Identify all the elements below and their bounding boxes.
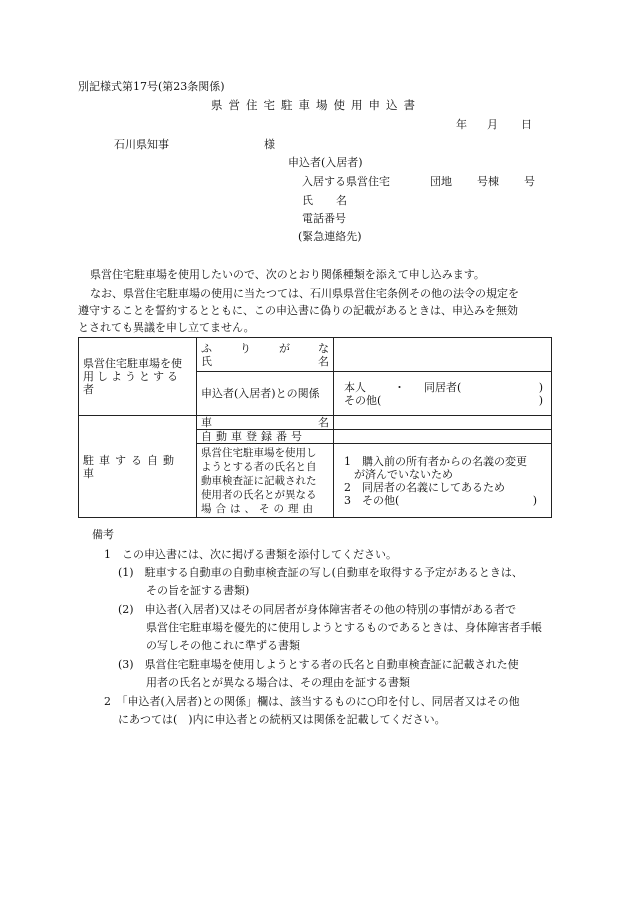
furigana-char: り bbox=[240, 341, 251, 355]
intro-paragraph-1: 県営住宅駐車場を使用したいので、次のとおり関係種類を添えて申し込みます。 bbox=[90, 268, 485, 281]
reason-label-line: 県営住宅駐車場を使用し bbox=[201, 446, 317, 459]
note-1-2-line-2: 県営住宅駐車場を優先的に使用しようとするものであるときは、身体障害者手帳 bbox=[146, 621, 542, 634]
furigana-name-label-cell bbox=[197, 338, 334, 372]
user-name-field[interactable] bbox=[334, 338, 552, 372]
reason-label-cell bbox=[197, 444, 334, 518]
reason-label-line: 場合は、その理由 bbox=[201, 502, 317, 515]
note-1-2-line-1: (2) 申込者(入居者)又はその同居者が身体障害者その他の特別の事情がある者で bbox=[118, 603, 517, 616]
reason-option-3-close: ) bbox=[532, 493, 537, 507]
reg-number-label-cell bbox=[197, 430, 334, 444]
reason-option-1-line-2: が済んでいないため bbox=[354, 467, 453, 481]
car-name-field[interactable] bbox=[334, 416, 552, 430]
intro-paragraph-2-line-1: なお、県営住宅駐車場の使用に当たつては、石川県県営住宅条例その他の法令の規定を bbox=[90, 287, 519, 300]
relation-cohabitant-close: ) bbox=[538, 380, 543, 394]
relation-other-close: ) bbox=[538, 393, 543, 407]
housing-gou: 号 bbox=[524, 175, 535, 188]
phone-label: 電話番号 bbox=[302, 212, 346, 225]
relation-self-option[interactable]: 本人 bbox=[344, 380, 366, 394]
name-char: 名 bbox=[318, 354, 329, 368]
page-title: 県営住宅駐車場使用申込書 bbox=[211, 98, 421, 112]
note-1-1-line-1: (1) 駐車する自動車の自動車検査証の写し(自動車を取得する予定があるときは、 bbox=[118, 566, 523, 579]
reason-options-cell[interactable] bbox=[334, 444, 552, 518]
note-1-3-line-1: (3) 県営住宅駐車場を使用しようとする者の氏名と自動車検査証に記載された使 bbox=[118, 658, 519, 671]
reason-label-line: ようとする者の氏名と自 bbox=[201, 460, 317, 473]
furigana-label bbox=[201, 342, 329, 355]
relation-label-cell: 申込者(入居者)との関係 bbox=[197, 372, 334, 416]
housing-danchi: 団地 bbox=[430, 175, 452, 188]
date-month-label: 月 bbox=[487, 118, 498, 131]
addressee-honorific: 様 bbox=[264, 138, 275, 151]
car-name-label-cell bbox=[197, 416, 334, 430]
date-year-label: 年 bbox=[456, 118, 467, 131]
reason-option-2[interactable]: 2 同居者の名義にしてあるため bbox=[344, 480, 505, 494]
user-section-label-line-1: 県営住宅駐車場を使 bbox=[83, 357, 182, 370]
name-label-part1: 氏 bbox=[302, 194, 313, 207]
relation-dot: ・ bbox=[394, 380, 405, 394]
name-char: 氏 bbox=[201, 354, 212, 368]
user-section-label bbox=[79, 338, 197, 416]
relation-options-cell[interactable] bbox=[334, 372, 552, 416]
reg-number-field[interactable] bbox=[334, 430, 552, 444]
reason-label-line: 使用者の氏名とが異なる bbox=[201, 488, 317, 501]
note-1-2-line-3: の写しその他これに準ずる書類 bbox=[146, 639, 300, 652]
note-2-line-1: 2 「申込者(入居者)との関係」欄は、該当するものに○印を付し、同居者又はその他 bbox=[104, 695, 520, 708]
car-name-char: 車 bbox=[201, 416, 212, 429]
note-1: 1 この申込書には、次に掲げる書類を添付してください。 bbox=[104, 548, 397, 561]
furigana-char: な bbox=[318, 341, 329, 355]
note-1-3-line-2: 用者の氏名とが異なる場合は、その理由を証する書類 bbox=[146, 676, 410, 689]
relation-other-option[interactable]: その他( bbox=[344, 393, 382, 407]
car-name-char: 名 bbox=[318, 416, 329, 429]
application-table bbox=[78, 337, 552, 518]
reason-option-1-line-1[interactable]: 1 購入前の所有者からの名義の変更 bbox=[344, 454, 527, 468]
relation-cohabitant-option[interactable]: 同居者( bbox=[424, 380, 462, 394]
reason-option-3[interactable]: 3 その他( bbox=[344, 493, 400, 507]
intro-paragraph-2-line-2: 遵守することを誓約するとともに、この申込書に偽りの記載があるときは、申込みを無効 bbox=[78, 304, 518, 317]
addressee-name: 石川県知事 bbox=[114, 138, 169, 151]
intro-paragraph-2-line-3: とされても異議を申し立てません。 bbox=[78, 321, 255, 334]
form-number: 別記様式第17号(第23条関係) bbox=[78, 80, 225, 93]
reason-label-line: 動車検査証に記載された bbox=[201, 474, 317, 487]
user-section-label-line-2: 用しようとする者 bbox=[83, 370, 181, 396]
vehicle-section-label-text: 駐車する自動車 bbox=[83, 453, 179, 480]
note-2-line-2: にあつては( )内に申込者との続柄又は関係を記載してください。 bbox=[118, 713, 446, 726]
furigana-char: ふ bbox=[201, 341, 212, 355]
name-label bbox=[201, 355, 329, 368]
housing-label: 入居する県営住宅 bbox=[302, 175, 390, 188]
date-day-label: 日 bbox=[521, 118, 532, 131]
emergency-label: (緊急連絡先) bbox=[298, 230, 362, 243]
reg-number-label: 自動車登録番号 bbox=[201, 430, 306, 443]
name-label-part2: 名 bbox=[336, 194, 347, 207]
vehicle-section-label bbox=[79, 416, 197, 518]
housing-gou-tou: 号棟 bbox=[477, 175, 499, 188]
applicant-heading: 申込者(入居者) bbox=[288, 156, 363, 169]
note-1-1-line-2: その旨を証する書類) bbox=[146, 584, 250, 597]
notes-heading: 備考 bbox=[92, 528, 114, 541]
furigana-char: が bbox=[279, 341, 290, 355]
